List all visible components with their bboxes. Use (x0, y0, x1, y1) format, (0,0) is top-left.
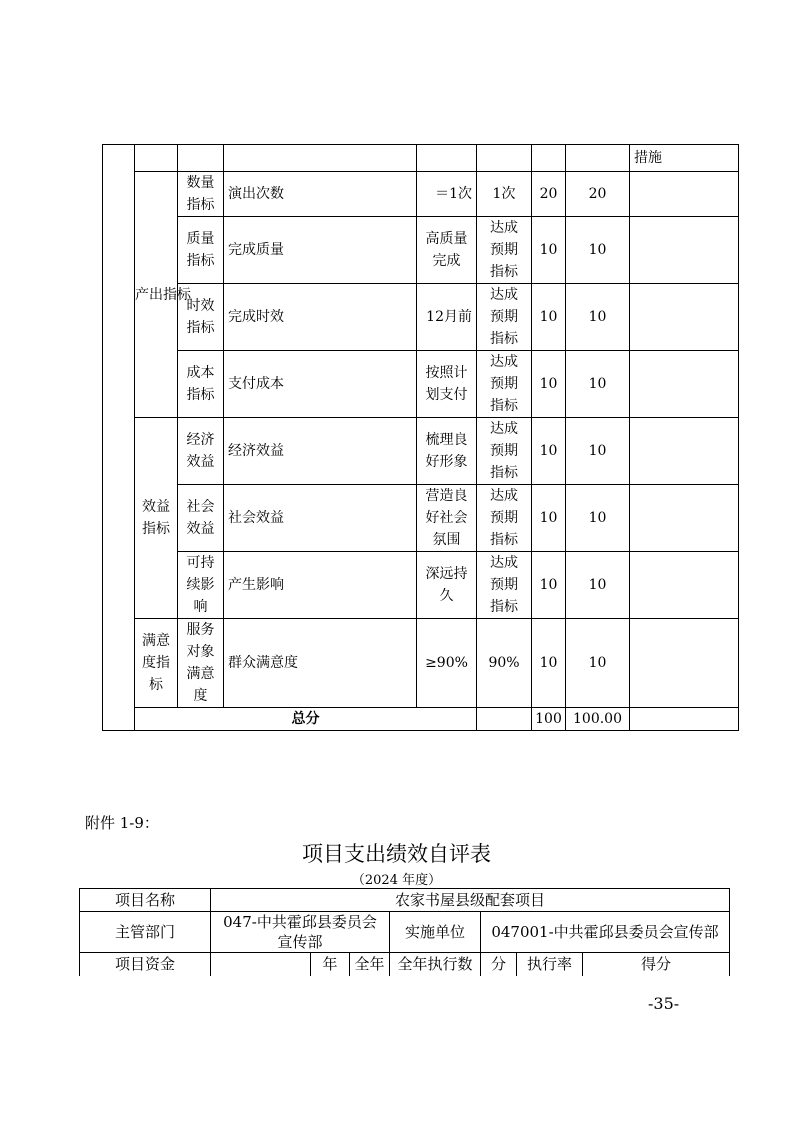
table-row (103, 418, 739, 485)
actual-value: 1次 (477, 172, 532, 217)
actual-value: 达成预期指标 (477, 217, 532, 284)
measures-header: 措施 (630, 145, 739, 172)
score-value: 10 (566, 418, 630, 485)
score-value: 10 (566, 351, 630, 418)
indicator-name: 群众满意度 (224, 619, 417, 708)
weight-value: 10 (532, 485, 566, 552)
table-row (80, 889, 730, 912)
actual-value: 达成预期指标 (477, 485, 532, 552)
dept-label: 主管部门 (80, 912, 211, 953)
funds-col-points: 分 (481, 953, 517, 976)
funds-col-rate: 执行率 (517, 953, 583, 976)
total-weight: 100 (532, 708, 566, 731)
sub-category: 数量指标 (178, 172, 224, 217)
table-row (103, 552, 739, 619)
table-row (80, 912, 730, 953)
table-row (80, 953, 730, 976)
weight-value: 10 (532, 351, 566, 418)
funds-col-score: 得分 (583, 953, 730, 976)
sub-category: 可持续影响 (178, 552, 224, 619)
funds-col-year: 年 (311, 953, 350, 976)
form-title: 项目支出绩效自评表 (302, 842, 491, 866)
funds-col-full-year: 全年 (350, 953, 390, 976)
weight-value: 10 (532, 552, 566, 619)
self-evaluation-form (79, 888, 730, 976)
table-row (103, 217, 739, 284)
table-row (103, 145, 739, 172)
indicator-name: 完成时效 (224, 284, 417, 351)
weight-value: 20 (532, 172, 566, 217)
indicator-name: 经济效益 (224, 418, 417, 485)
score-value: 10 (566, 552, 630, 619)
target-value: 高质量完成 (417, 217, 477, 284)
table-row (103, 619, 739, 708)
sub-category: 质量指标 (178, 217, 224, 284)
weight-value: 10 (532, 217, 566, 284)
indicator-table (102, 144, 739, 731)
actual-value: 达成预期指标 (477, 284, 532, 351)
target-value: 深远持久 (417, 552, 477, 619)
actual-value: 达成预期指标 (477, 552, 532, 619)
group-label-benefit: 效益指标 (135, 418, 178, 619)
page-number: -35- (648, 994, 680, 1013)
target-value: 梳理良好形象 (417, 418, 477, 485)
score-value: 10 (566, 485, 630, 552)
attachment-label: 附件 1-9： (85, 814, 159, 832)
indicator-name: 产生影响 (224, 552, 417, 619)
sub-category: 时效指标 (178, 284, 224, 351)
total-label: 总分 (135, 708, 477, 731)
weight-value: 10 (532, 418, 566, 485)
project-name-label: 项目名称 (80, 889, 211, 912)
group-label-output: 产出指标 (135, 172, 178, 418)
sub-category: 社会效益 (178, 485, 224, 552)
table-row (103, 485, 739, 552)
weight-value: 10 (532, 284, 566, 351)
sub-category: 经济效益 (178, 418, 224, 485)
target-value: 12月前 (417, 284, 477, 351)
table-row (103, 284, 739, 351)
dept-value: 047-中共霍邱县委员会宣传部 (211, 912, 390, 953)
sub-category: 服务对象满意度 (178, 619, 224, 708)
total-score: 100.00 (566, 708, 630, 731)
target-value: 营造良好社会氛围 (417, 485, 477, 552)
score-value: 10 (566, 217, 630, 284)
score-value: 10 (566, 284, 630, 351)
group-label-satisfaction: 满意度指标 (135, 619, 178, 708)
indicator-name: 社会效益 (224, 485, 417, 552)
actual-value: 90% (477, 619, 532, 708)
impl-label: 实施单位 (390, 912, 481, 953)
indicator-name: 完成质量 (224, 217, 417, 284)
score-value: 20 (566, 172, 630, 217)
outer-blank-cell (103, 145, 135, 731)
table-row (103, 351, 739, 418)
target-value: ＝1次 (417, 172, 477, 217)
project-name-value: 农家书屋县级配套项目 (211, 889, 730, 912)
actual-value: 达成预期指标 (477, 351, 532, 418)
table-row (103, 172, 739, 217)
impl-value: 047001-中共霍邱县委员会宣传部 (481, 912, 730, 953)
target-value: ≥90% (417, 619, 477, 708)
weight-value: 10 (532, 619, 566, 708)
indicator-name: 演出次数 (224, 172, 417, 217)
funds-col-executed: 全年执行数 (390, 953, 481, 976)
indicator-name: 支付成本 (224, 351, 417, 418)
total-row (103, 708, 739, 731)
funds-label: 项目资金 (80, 953, 211, 976)
target-value: 按照计划支付 (417, 351, 477, 418)
sub-category: 成本指标 (178, 351, 224, 418)
actual-value: 达成预期指标 (477, 418, 532, 485)
score-value: 10 (566, 619, 630, 708)
form-year: （2024 年度） (351, 873, 442, 888)
